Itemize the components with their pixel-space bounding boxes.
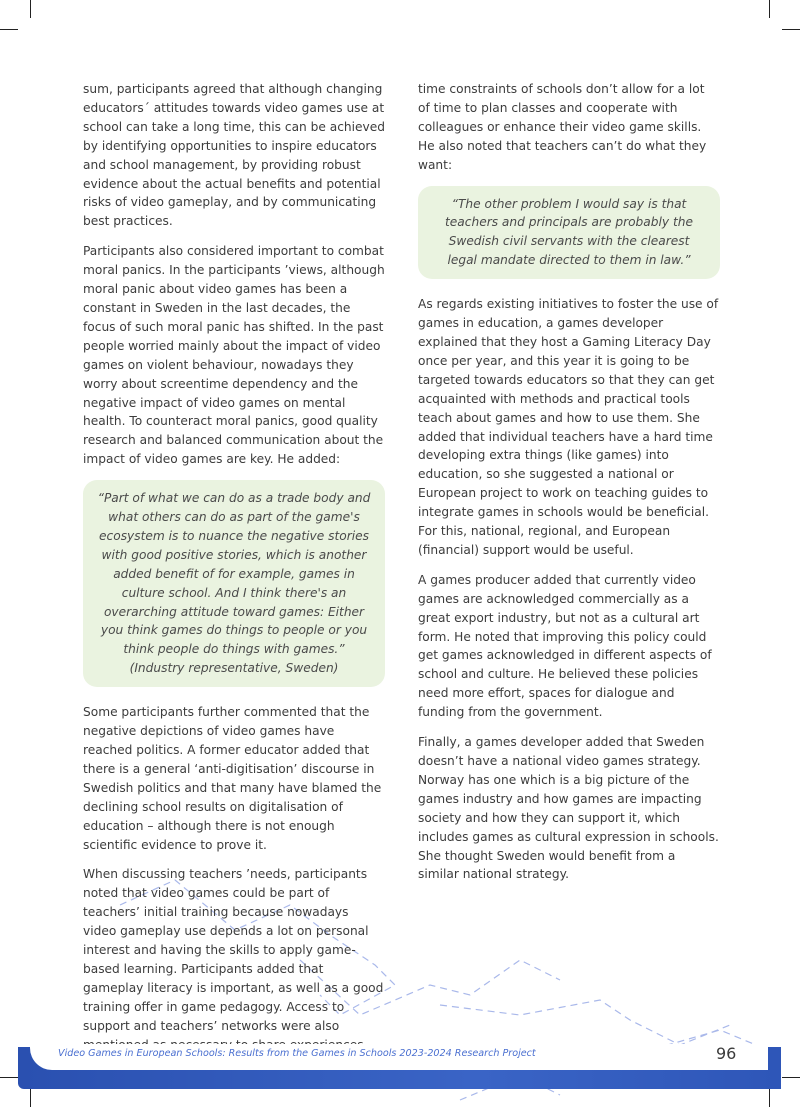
- paragraph: Finally, a games developer added that Sweden doesn’t have a national video games strategy. Norway has one which is a big picture of the games industry and how games are impacting society and how they can support it, which includes games as cultural expression in schools. She thought Sweden would benefit from a similar national strategy.: [418, 735, 719, 882]
- right-column: [418, 80, 720, 895]
- footer-title: Video Games in European Schools: Results from the Games in Schools 2023-2024 Research Project: [58, 1048, 536, 1059]
- paragraph: As regards existing initiatives to foster the use of games in education, a games developer explained that they host a Gaming Literacy Day once per year, and this year it is going to be targeted towards educators so that they can get acquainted with methods and practical tools teach about games and how to use them. She added that individual teachers have a hard time developing extra things (like games) into education, so she suggested a national or European project to work on teaching guides to integrate games in schools would be beneficial. For this, national, regional, and European (financial) support would be useful.: [418, 297, 719, 557]
- left-column: [83, 80, 385, 1103]
- paragraph: When discussing teachers ’needs, participants noted that video games could be part of teachers’ initial training because nowadays video gameplay use depends a lot on personal interest and having the skills to apply game-based learning. Participants added that gameplay literacy is important, as well as a good training offer in game pedagogy. Access to support and teachers’ networks were also: [83, 867, 384, 1033]
- paragraph: Some participants further commented that the negative depictions of video games have reached politics. A former educator added that there is a general ‘anti-digitisation’ discourse in Swedish politics and that many have blamed the declining school results on digitalisation of education – although there is not enough scientific evidence to prove it.: [83, 705, 382, 852]
- paragraph: Participants also considered important to combat moral panics. In the participants ’views, although moral panic about video games has been a constant in Sweden in the last decades, the focus of such moral panic has shifted. In the past people worried mainly about the impact of video games on violent behaviour, nowadays they worry about screentime dependency and the negative impact of video games on mental health. To counteract moral panics, good quality research and balanced communication about the impact of video games are key. He added:: [83, 244, 385, 467]
- quote-box-industry: “Part of what we can do as a trade body and what others can do as part of the game's ecosystem is to nuance the negative stories with good positive stories, which is another added benefit of for example, games in culture school. And I think there's an overarching attitude toward games: Either you think games do things to people or you think people do things with games.” (Industry representative, Sweden): [83, 480, 385, 687]
- quote-box-teachers: “The other problem I would say is that teachers and principals are probably the Swedish civil servants with the clearest legal mandate directed to them in law.”: [418, 186, 720, 280]
- paragraph: A games producer added that currently video games are acknowledged commercially as a great export industry, but not as a cultural art form. He noted that improving this policy could get games acknowledged in different aspects of school and culture. He believed these policies need more effort, spaces for dialogue and funding from the government.: [418, 572, 712, 720]
- paragraph: sum, participants agreed that although changing educators´ attitudes towards video games use at school can take a long time, this can be achieved by identifying opportunities to inspire educators and school management, by providing robust evidence about the actual benefits and potential risks of video gameplay, and by communicating best practices.: [83, 82, 385, 229]
- page-number: 96: [716, 1044, 737, 1063]
- paragraph: time constraints of schools don’t allow for a lot of time to plan classes and cooperate with colleagues or enhance their video game skills. He also noted that teachers can’t do what they want:: [418, 82, 707, 172]
